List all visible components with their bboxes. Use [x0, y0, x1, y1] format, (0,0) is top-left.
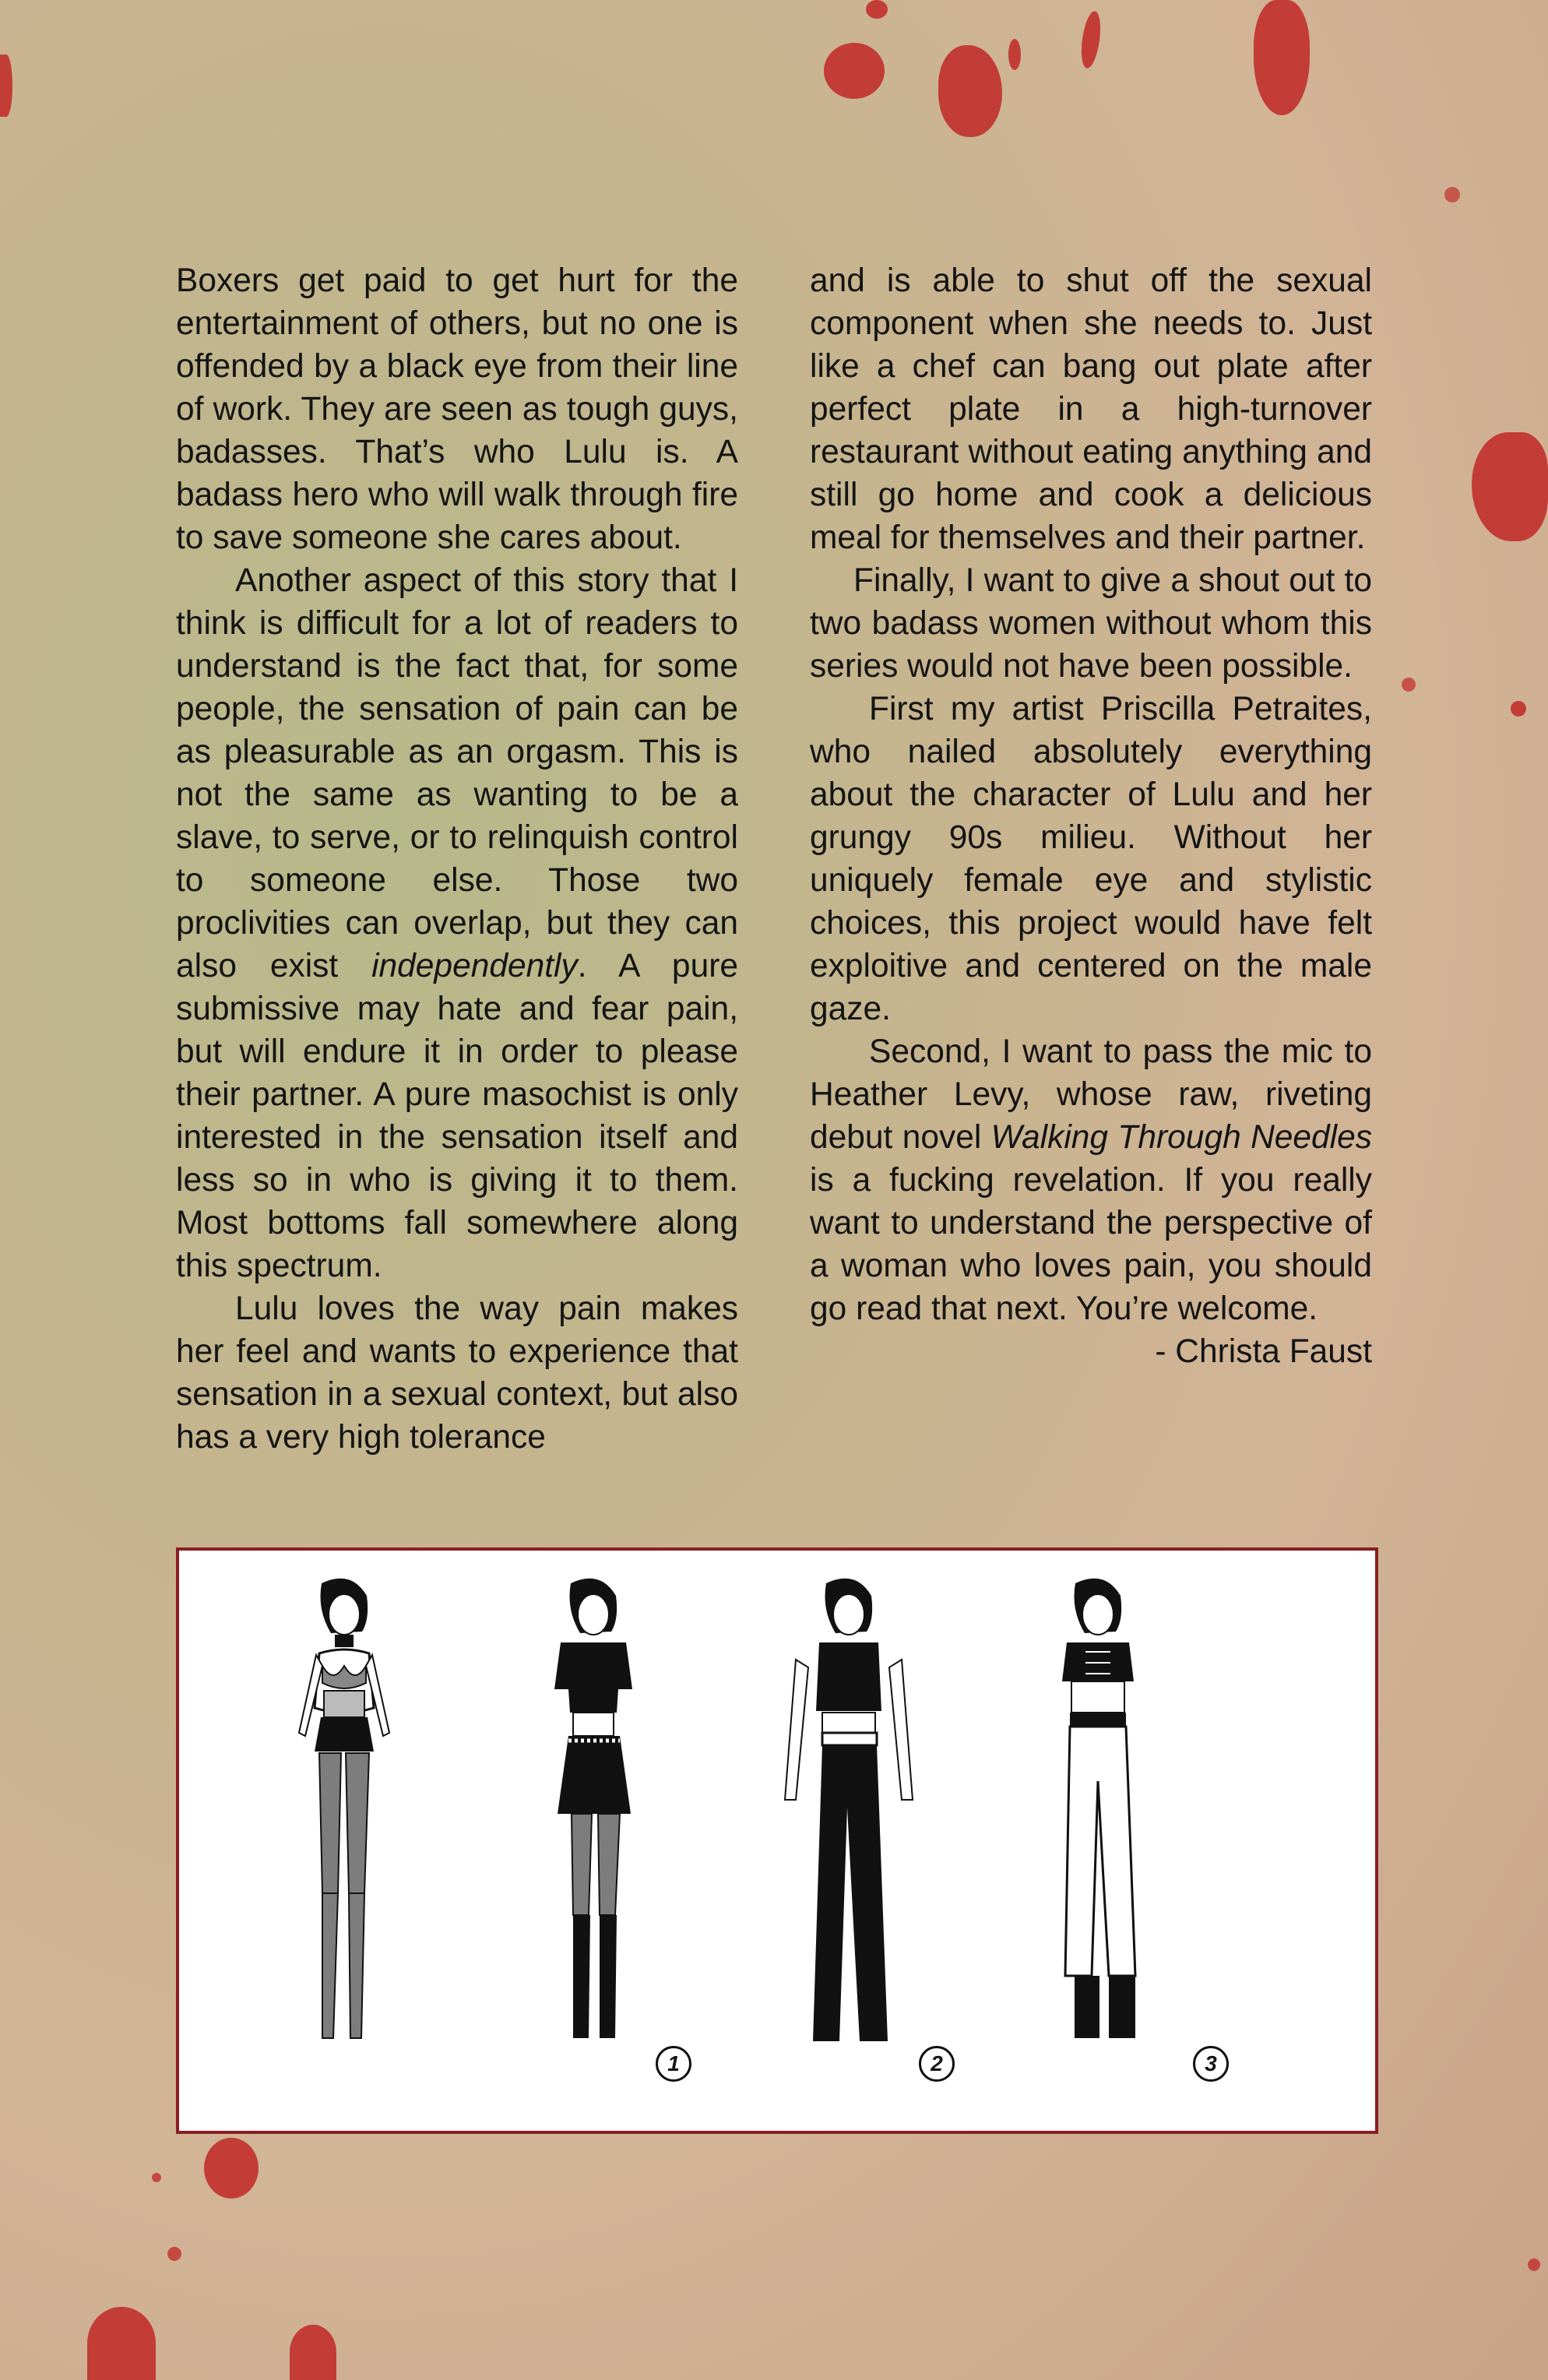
author-signature: - Christa Faust	[1155, 1333, 1372, 1370]
left-paragraph-2-text-a: Another aspect of this story that I think is difficult for a lot of readers to understand is the fact that, for some people, the sensation of pain can be as pleasurable as an orgasm. This is not the same as wanting to be a slave, to serve, or to relinquish control to someone else. Those two proclivities can overlap, but they can also exist	[176, 562, 738, 984]
panel-label-3: 3	[1193, 2046, 1229, 2082]
left-paragraph-2-emphasis: independently	[371, 948, 578, 984]
right-paragraph-4-text-a: Second, I want to pass the mic to Heather Levy, whose raw, riveting debut novel	[810, 1033, 1372, 1156]
left-paragraph-2-text-b: . A pure submissive may hate and fear pain, but will endure it in order to please their partner. A pure masochist is only interested in the sensation itself and less so in who is giving it to them. Most bottoms fall somewhere along this spectrum.	[176, 948, 738, 1284]
right-paragraph-3: First my artist Priscilla Petraites, who nailed absolutely everything about the character of Lulu and her grungy 90s milieu. Without her uniquely female eye and stylistic choices, this project would have felt exploitive and centered on the male gaze.	[810, 691, 1372, 1027]
article-left-column	[176, 259, 738, 1459]
left-paragraph-1: Boxers get paid to get hurt for the entertainment of others, but no one is offended by a black eye from their line of work. They are seen as tough guys, badasses. That’s who Lulu is. A badass hero who will walk through fire to save someone she cares about.	[176, 262, 738, 556]
right-paragraph-2: Finally, I want to give a shout out to two badass women without whom this series would not have been possible.	[810, 562, 1372, 685]
figure-skirt	[554, 1579, 632, 2038]
panel-label-2: 2	[919, 2046, 955, 2082]
right-paragraph-4-text-b: is a fucking revelation. If you really want to understand the perspective of a woman who loves pain, you should go read that next. You’re welcome.	[810, 1162, 1372, 1327]
left-paragraph-3: Lulu loves the way pain makes her feel and wants to experience that sensation in a sexual context, but also has a very high tolerance	[176, 1290, 738, 1456]
character-design-sheet	[176, 1547, 1378, 2134]
character-figures-illustration	[179, 1551, 1375, 2131]
figure-jeans	[1062, 1579, 1135, 2038]
article-right-column	[810, 259, 1372, 1373]
left-paragraph-2	[176, 559, 738, 1287]
right-paragraph-4	[810, 1030, 1372, 1330]
panel-label-1: 1	[656, 2046, 691, 2082]
right-paragraph-1: and is able to shut off the sexual component when she needs to. Just like a chef can bang out plate after perfect plate in a high-turnover restaurant without eating anything and still go home and cook a delicious meal for themselves and their partner.	[810, 262, 1372, 556]
figure-trousers	[785, 1579, 913, 2041]
book-title: Walking Through Needles	[990, 1119, 1372, 1156]
figure-lingerie	[299, 1579, 389, 2038]
